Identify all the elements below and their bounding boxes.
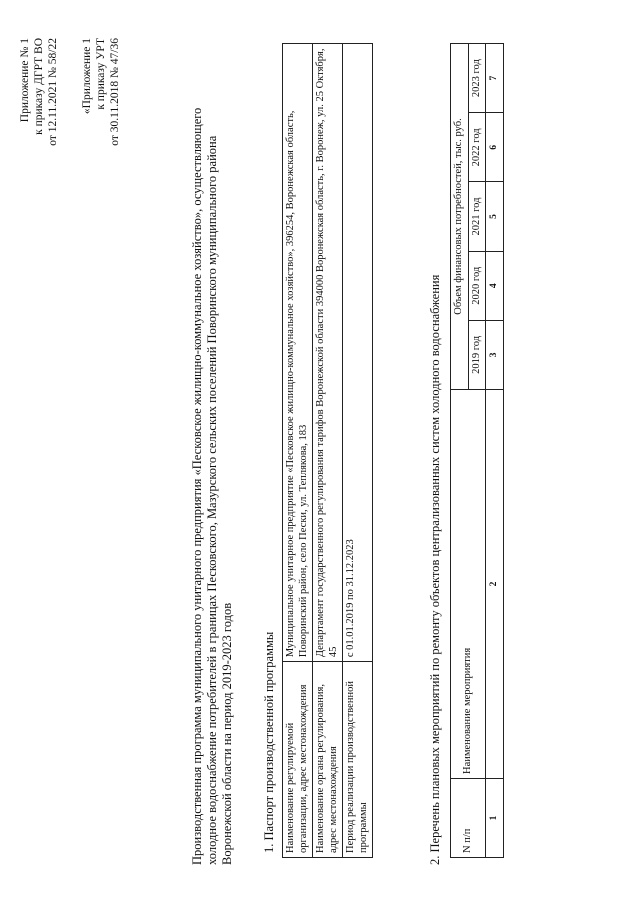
section-1-heading: 1. Паспорт производственной программы: [262, 631, 276, 853]
passport-row: [343, 44, 373, 858]
passport-label: Наименование регулируемой организации, адрес местонахождения: [283, 662, 313, 858]
passport-value: Департамент государственного регулирования тарифов Воронежской области 394000 Воронежская область, г. Воронеж, ул. 25 Октября, 45: [313, 44, 343, 662]
passport-row: [283, 44, 313, 858]
column-number: 4: [486, 251, 504, 320]
appendix-2-line-2: к приказу УРТ: [95, 38, 107, 110]
col-number-header: N п/п: [451, 779, 486, 858]
appendix-1-line-3: от 12.11.2021 № 58/22: [47, 38, 59, 146]
column-number: 2: [486, 390, 504, 779]
column-number: 3: [486, 320, 504, 389]
year-header: 2020 год: [468, 251, 486, 320]
passport-label: Наименование органа регулирования, адрес местонахождения: [313, 662, 343, 858]
col-finance-header: Объем финансовых потребностей, тыс. руб.: [451, 44, 469, 390]
column-number: 5: [486, 182, 504, 251]
appendix-1-line-1: Приложение № 1: [19, 38, 31, 123]
year-header: 2021 год: [468, 182, 486, 251]
appendix-2-line-1: «Приложение 1: [81, 38, 93, 115]
column-number: 7: [486, 44, 504, 113]
appendix-1-line-2: к приказу ДГРТ ВО: [33, 38, 45, 135]
column-number: 6: [486, 113, 504, 182]
document-title: Производственная программа муниципального унитарного предприятия «Песковское жилищно-коммунальное хозяйство», осуществляющего холодное водоснабжение потребителей в границах Песковского, Мазурского сельских поселений Поворинского муниципального района Воронежской области на период 2019-2023 годов: [190, 107, 234, 865]
passport-value: Муниципальное унитарное предприятие «Песковское жилищно-коммунальное хозяйство», 396254, Воронежская область, Поворинский район, село Пески, ул. Теплякова, 183: [283, 44, 313, 662]
table-header-row: [451, 44, 469, 858]
passport-label: Период реализации производственной программы: [343, 662, 373, 858]
year-header: 2022 год: [468, 113, 486, 182]
year-header: 2023 год: [468, 44, 486, 113]
table-numbering-row: [486, 44, 504, 858]
passport-row: [313, 44, 343, 858]
appendix-note-2: [80, 38, 122, 146]
passport-value: с 01.01.2019 по 31.12.2023: [343, 44, 373, 662]
passport-table: [282, 43, 373, 858]
column-number: 1: [486, 779, 504, 858]
appendix-2-line-3: от 30.11.2018 № 47/36: [109, 38, 121, 146]
section-2-heading: 2. Перечень плановых мероприятий по ремонту объектов централизованных систем холодного водоснабжения: [428, 274, 442, 865]
appendix-note-1: [18, 38, 60, 146]
repair-plan-table: [450, 43, 504, 858]
year-header: 2019 год: [468, 320, 486, 389]
col-name-header: Наименование мероприятия: [451, 390, 486, 779]
